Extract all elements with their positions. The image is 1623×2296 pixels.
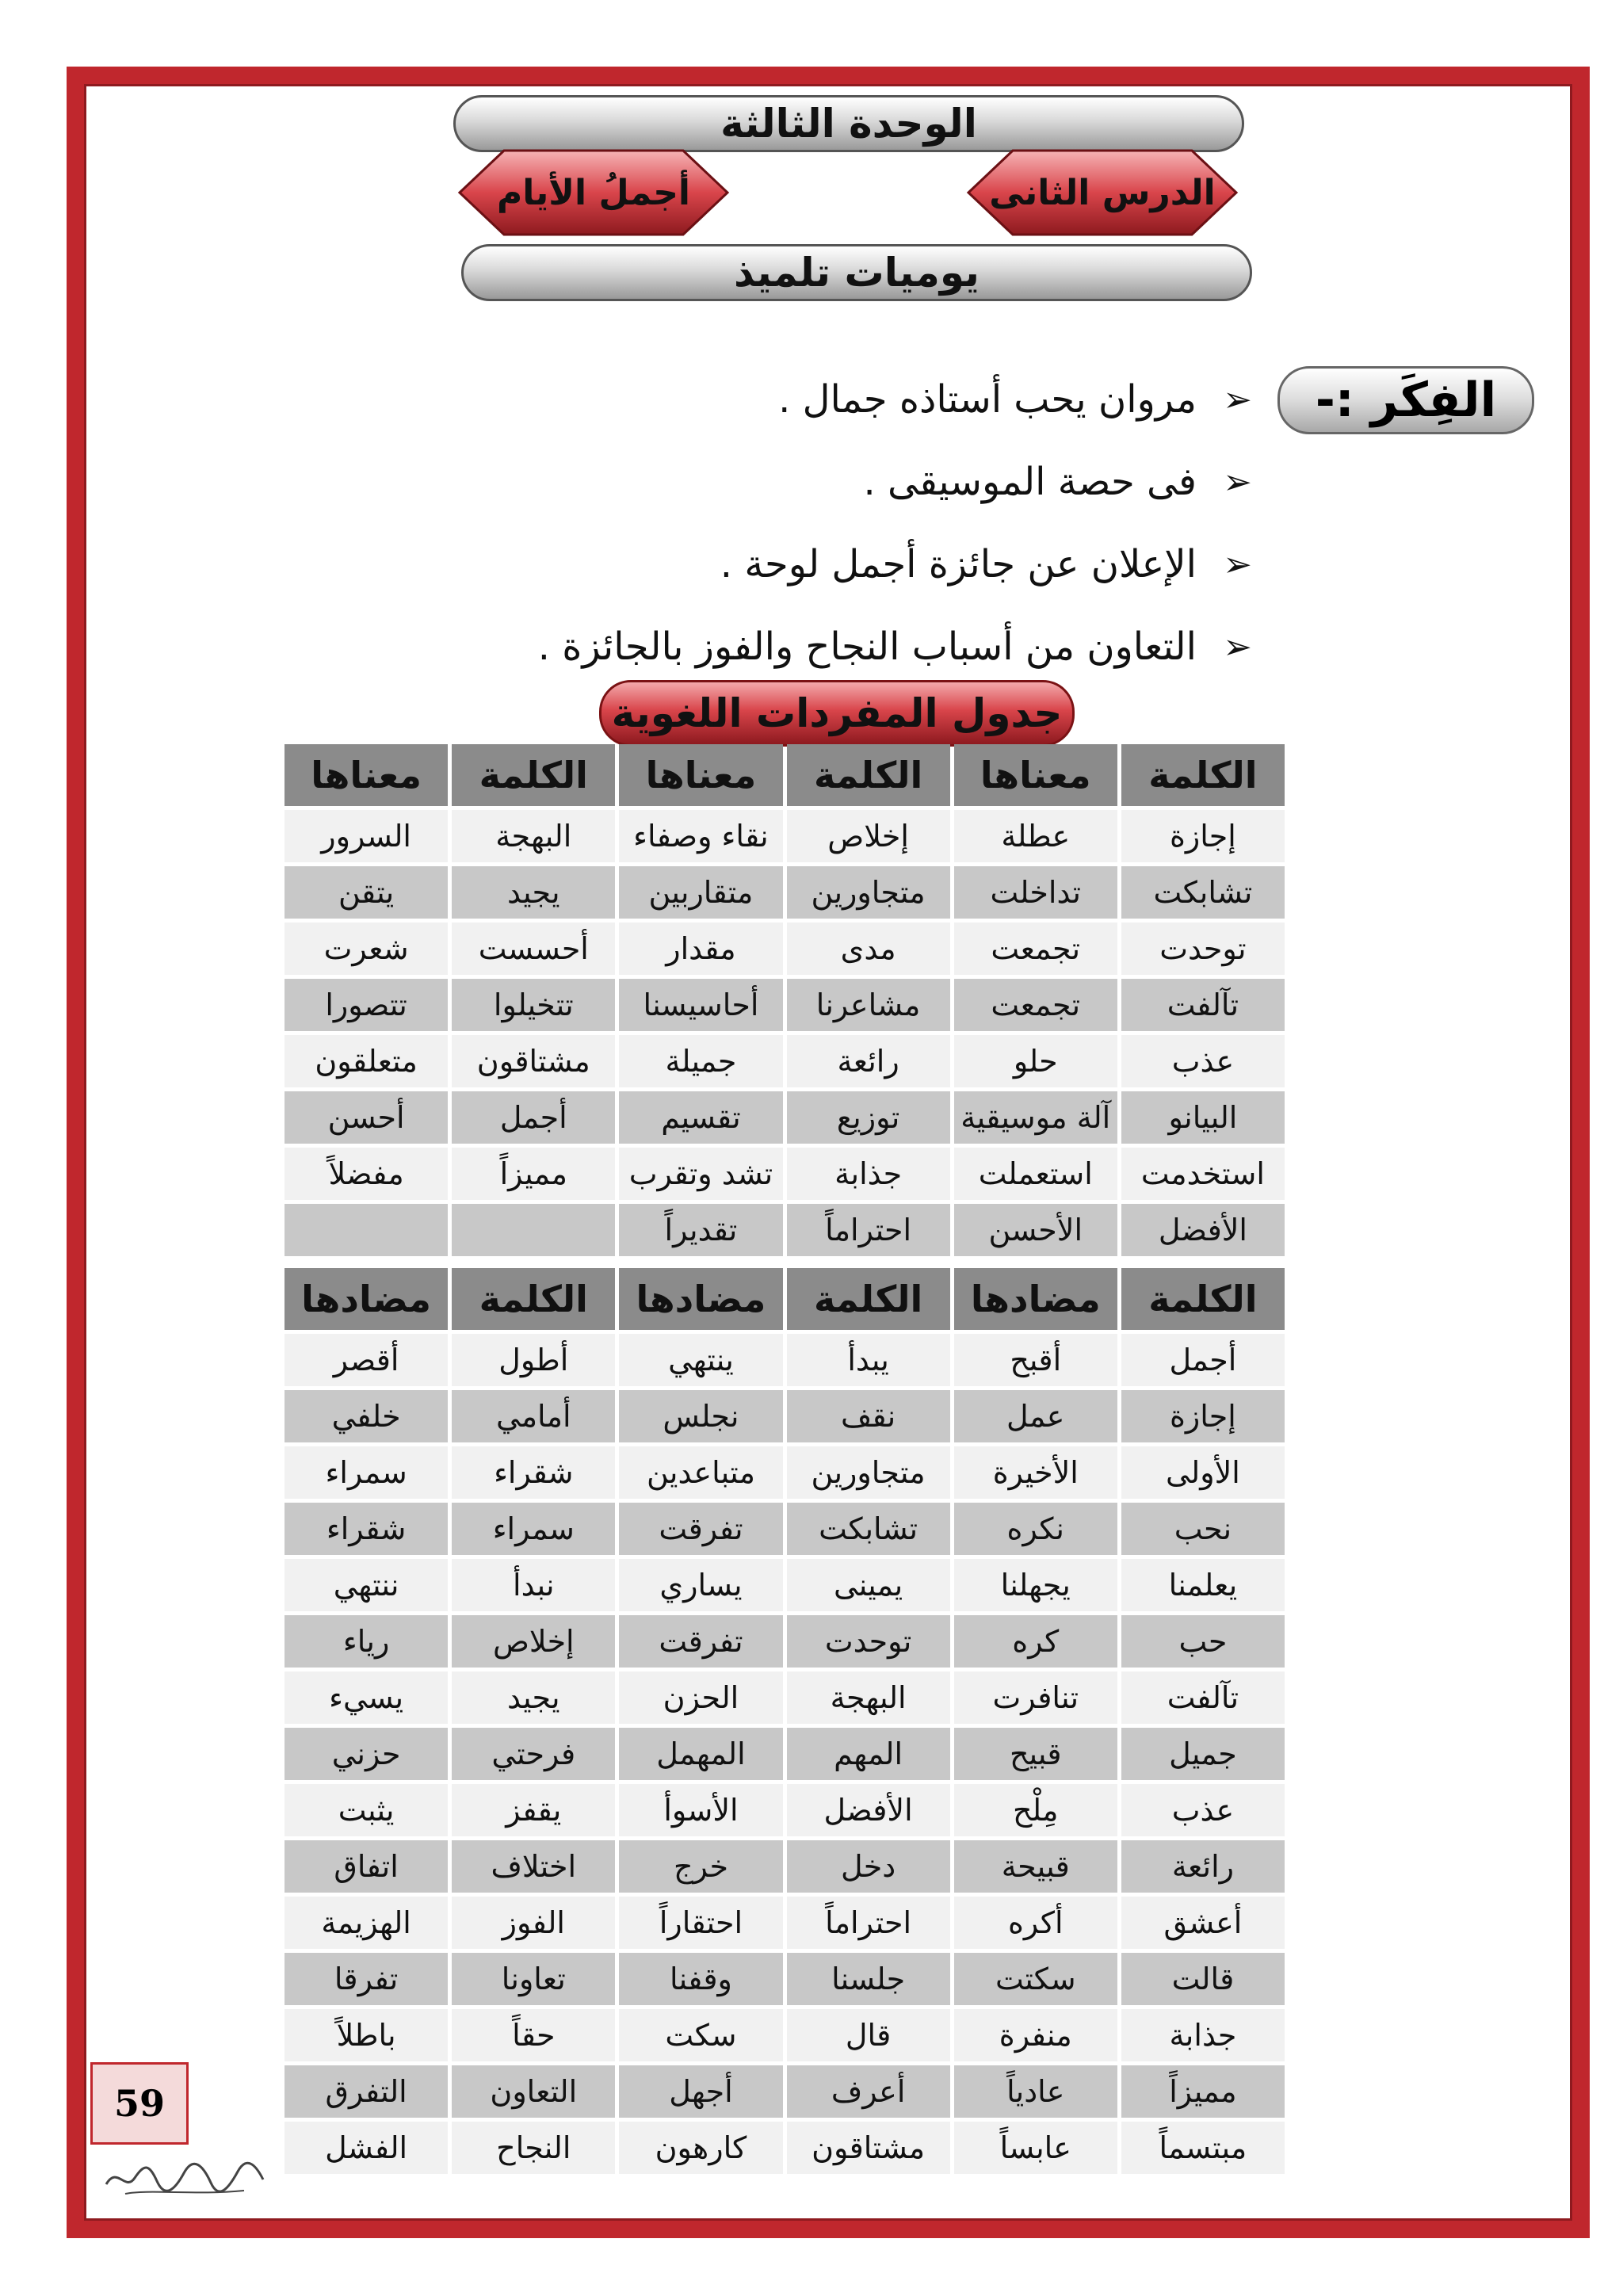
column-header: معناها: [954, 744, 1117, 806]
table-cell: البهجة: [787, 1671, 950, 1724]
table-cell: يقفز: [452, 1784, 615, 1836]
table-cell: عادياً: [954, 2065, 1117, 2118]
table-cell: شقراء: [452, 1446, 615, 1499]
table-cell: باطلاً: [285, 2009, 448, 2061]
table-cell: احتراماً: [787, 1204, 950, 1256]
table-cell: تقديراً: [619, 1204, 782, 1256]
table-cell: تفرقت: [619, 1615, 782, 1668]
header-row: [285, 1268, 1285, 1330]
table-cell: نحب: [1121, 1503, 1285, 1555]
arrow-bullet-icon: ➢: [1223, 379, 1252, 420]
table-cell: مفضلاً: [285, 1148, 448, 1200]
table-cell: مشتاقون: [452, 1035, 615, 1087]
table-cell: حزني: [285, 1728, 448, 1780]
table-cell: حقاً: [452, 2009, 615, 2061]
ideas-list: [380, 358, 1252, 688]
table-cell: تجمعت: [954, 923, 1117, 975]
table-cell: توحدت: [1121, 923, 1285, 975]
table-cell: كره: [954, 1615, 1117, 1668]
unit-title-banner: [453, 95, 1244, 152]
table-cell: البيانو: [1121, 1091, 1285, 1144]
table-cell: تفرقت: [619, 1503, 782, 1555]
opposites-row: [285, 2065, 1285, 2118]
table-cell: سمراء: [285, 1446, 448, 1499]
opposites-row: [285, 1446, 1285, 1499]
arrow-bullet-icon: ➢: [1223, 626, 1252, 667]
table-cell: مِلْح: [954, 1784, 1117, 1836]
table-cell: جذابة: [787, 1148, 950, 1200]
vocab-title: جدول المفردات اللغوية: [611, 690, 1063, 736]
table-cell: يجيد: [452, 1671, 615, 1724]
table-cell: رائعة: [787, 1035, 950, 1087]
unit-title: الوحدة الثالثة: [720, 101, 977, 147]
table-cell: يسيء: [285, 1671, 448, 1724]
theme-label: أجملُ الأيام: [496, 172, 691, 213]
table-cell: أحسن: [285, 1091, 448, 1144]
table-cell: حب: [1121, 1615, 1285, 1668]
table-cell: يعلمنا: [1121, 1559, 1285, 1611]
table-cell: آلة موسيقية: [954, 1091, 1117, 1144]
table-cell: التعاون: [452, 2065, 615, 2118]
column-header: الكلمة: [787, 744, 950, 806]
table-cell: البهجة: [452, 810, 615, 862]
table-cell: تنافرت: [954, 1671, 1117, 1724]
table-cell: الفشل: [285, 2122, 448, 2174]
table-cell: سمراء: [452, 1503, 615, 1555]
table-cell: الأسوأ: [619, 1784, 782, 1836]
table-cell: يتقن: [285, 866, 448, 919]
column-header: الكلمة: [1121, 1268, 1285, 1330]
page-number-box: [90, 2062, 189, 2145]
column-header: معناها: [619, 744, 782, 806]
opposites-row: [285, 1559, 1285, 1611]
meanings-row: [285, 1091, 1285, 1144]
table-cell: تتصورا: [285, 979, 448, 1031]
column-header: الكلمة: [787, 1268, 950, 1330]
vocab-title-banner: [599, 680, 1075, 747]
table-cell: متجاورين: [787, 866, 950, 919]
table-cell: أكره: [954, 1897, 1117, 1949]
table-cell: [452, 1204, 615, 1256]
table-cell: يثبت: [285, 1784, 448, 1836]
table-cell: شقراء: [285, 1503, 448, 1555]
table-cell: إخلاص: [787, 810, 950, 862]
table-cell: أطول: [452, 1334, 615, 1386]
idea-text: فى حصة الموسيقى .: [863, 460, 1197, 504]
table-cell: توزيع: [787, 1091, 950, 1144]
table-cell: تعاونا: [452, 1953, 615, 2005]
table-cell: جميلة: [619, 1035, 782, 1087]
opposites-row: [285, 1334, 1285, 1386]
meanings-row: [285, 866, 1285, 919]
table-cell: مشتاقون: [787, 2122, 950, 2174]
table-cell: الأفضل: [1121, 1204, 1285, 1256]
theme-diamond: [456, 147, 731, 238]
table-cell: دخل: [787, 1840, 950, 1893]
header-row: [285, 744, 1285, 806]
table-cell: الحزن: [619, 1671, 782, 1724]
table-cell: ينتهي: [619, 1334, 782, 1386]
table-cell: مميزاً: [452, 1148, 615, 1200]
idea-text: الإعلان عن جائزة أجمل لوحة .: [720, 542, 1197, 586]
table-cell: توحدت: [787, 1615, 950, 1668]
table-cell: أعشق: [1121, 1897, 1285, 1949]
table-cell: عطلة: [954, 810, 1117, 862]
handwritten-signature: [101, 2149, 268, 2200]
table-cell: سكت: [619, 2009, 782, 2061]
table-cell: تشابكت: [1121, 866, 1285, 919]
table-cell: تفرقا: [285, 1953, 448, 2005]
opposites-row: [285, 1615, 1285, 1668]
table-cell: أقبح: [954, 1334, 1117, 1386]
table-cell: فرحتي: [452, 1728, 615, 1780]
table-cell: تقسيم: [619, 1091, 782, 1144]
table-cell: تتخيلوا: [452, 979, 615, 1031]
meanings-table: [281, 740, 1289, 1260]
idea-item: [380, 523, 1252, 606]
table-cell: متجاورين: [787, 1446, 950, 1499]
table-cell: عذب: [1121, 1035, 1285, 1087]
table-cell: متعلقون: [285, 1035, 448, 1087]
table-cell: نقف: [787, 1390, 950, 1442]
table-cell: متقاربين: [619, 866, 782, 919]
column-header: مضادها: [954, 1268, 1117, 1330]
table-cell: يجهلنا: [954, 1559, 1117, 1611]
opposites-table: [281, 1264, 1289, 2178]
table-cell: تشد وتقرب: [619, 1148, 782, 1200]
column-header: الكلمة: [452, 744, 615, 806]
table-cell: أعرف: [787, 2065, 950, 2118]
column-header: الكلمة: [1121, 744, 1285, 806]
table-cell: يجيد: [452, 866, 615, 919]
arrow-bullet-icon: ➢: [1223, 544, 1252, 585]
table-cell: وقفنا: [619, 1953, 782, 2005]
table-cell: إخلاص: [452, 1615, 615, 1668]
table-cell: نقاء وصفاء: [619, 810, 782, 862]
table-cell: نجلس: [619, 1390, 782, 1442]
table-cell: نبدأ: [452, 1559, 615, 1611]
table-cell: قال: [787, 2009, 950, 2061]
table-cell: خرج: [619, 1840, 782, 1893]
lesson-label: الدرس الثانى: [989, 172, 1216, 213]
lesson-title: يوميات تلميذ: [734, 250, 980, 296]
table-cell: احتقاراً: [619, 1897, 782, 1949]
table-cell: أحسست: [452, 923, 615, 975]
table-cell: الفوز: [452, 1897, 615, 1949]
opposites-row: [285, 2009, 1285, 2061]
table-cell: تداخلت: [954, 866, 1117, 919]
opposites-row: [285, 1503, 1285, 1555]
table-cell: سكتت: [954, 1953, 1117, 2005]
table-cell: اتفاق: [285, 1840, 448, 1893]
arrow-bullet-icon: ➢: [1223, 461, 1252, 502]
table-cell: التفرق: [285, 2065, 448, 2118]
page-number: 59: [113, 2082, 165, 2125]
table-cell: اختلاف: [452, 1840, 615, 1893]
table-cell: يمينى: [787, 1559, 950, 1611]
table-cell: يساري: [619, 1559, 782, 1611]
lesson-title-banner: [461, 244, 1252, 301]
table-cell: المهم: [787, 1728, 950, 1780]
table-cell: قالت: [1121, 1953, 1285, 2005]
opposites-row: [285, 1390, 1285, 1442]
opposites-row: [285, 1897, 1285, 1949]
idea-text: التعاون من أسباب النجاح والفوز بالجائزة .: [537, 625, 1197, 669]
table-cell: استعملت: [954, 1148, 1117, 1200]
table-cell: أجهل: [619, 2065, 782, 2118]
idea-item: [380, 358, 1252, 441]
table-cell: النجاح: [452, 2122, 615, 2174]
table-cell: أحاسيسنا: [619, 979, 782, 1031]
table-cell: رياء: [285, 1615, 448, 1668]
opposites-row: [285, 2122, 1285, 2174]
table-cell: استخدمت: [1121, 1148, 1285, 1200]
table-cell: كارهون: [619, 2122, 782, 2174]
table-cell: خلفي: [285, 1390, 448, 1442]
column-header: مضادها: [619, 1268, 782, 1330]
meanings-row: [285, 810, 1285, 862]
table-cell: أجمل: [452, 1091, 615, 1144]
table-cell: مدى: [787, 923, 950, 975]
table-cell: تجمعت: [954, 979, 1117, 1031]
table-cell: متباعدين: [619, 1446, 782, 1499]
opposites-row: [285, 1728, 1285, 1780]
table-cell: تشابكت: [787, 1503, 950, 1555]
table-cell: الهزيمة: [285, 1897, 448, 1949]
table-cell: الأولى: [1121, 1446, 1285, 1499]
opposites-row: [285, 1840, 1285, 1893]
idea-text: مروان يحب أستاذه جمال .: [778, 377, 1197, 422]
meanings-row: [285, 1204, 1285, 1256]
table-cell: حلو: [954, 1035, 1117, 1087]
table-cell: أقصر: [285, 1334, 448, 1386]
table-cell: أجمل: [1121, 1334, 1285, 1386]
table-cell: يبدأ: [787, 1334, 950, 1386]
table-cell: جميل: [1121, 1728, 1285, 1780]
table-cell: إجازة: [1121, 1390, 1285, 1442]
table-cell: قبيح: [954, 1728, 1117, 1780]
idea-item: [380, 441, 1252, 523]
meanings-row: [285, 979, 1285, 1031]
table-cell: أمامي: [452, 1390, 615, 1442]
opposites-row: [285, 1784, 1285, 1836]
table-cell: قبيحة: [954, 1840, 1117, 1893]
column-header: معناها: [285, 744, 448, 806]
table-cell: تآلفت: [1121, 979, 1285, 1031]
table-cell: الأفضل: [787, 1784, 950, 1836]
opposites-row: [285, 1953, 1285, 2005]
table-cell: السرور: [285, 810, 448, 862]
table-cell: الأخيرة: [954, 1446, 1117, 1499]
meanings-row: [285, 923, 1285, 975]
idea-item: [380, 606, 1252, 688]
table-cell: المهمل: [619, 1728, 782, 1780]
table-cell: الأحسن: [954, 1204, 1117, 1256]
table-cell: مقدار: [619, 923, 782, 975]
ideas-label-badge: [1277, 366, 1534, 434]
table-cell: إجازة: [1121, 810, 1285, 862]
table-cell: مميزاً: [1121, 2065, 1285, 2118]
table-cell: تآلفت: [1121, 1671, 1285, 1724]
table-cell: رائعة: [1121, 1840, 1285, 1893]
table-cell: احتراماً: [787, 1897, 950, 1949]
table-cell: [285, 1204, 448, 1256]
table-cell: ننتهي: [285, 1559, 448, 1611]
opposites-row: [285, 1671, 1285, 1724]
lesson-diamond: [965, 147, 1239, 238]
column-header: الكلمة: [452, 1268, 615, 1330]
table-cell: نكره: [954, 1503, 1117, 1555]
table-cell: عمل: [954, 1390, 1117, 1442]
table-cell: عابساً: [954, 2122, 1117, 2174]
ideas-label: الفِكَر :-: [1315, 372, 1497, 428]
table-cell: مبتسماً: [1121, 2122, 1285, 2174]
table-cell: مشاعرنا: [787, 979, 950, 1031]
meanings-row: [285, 1148, 1285, 1200]
table-cell: شعرت: [285, 923, 448, 975]
table-cell: منفرة: [954, 2009, 1117, 2061]
table-cell: جذابة: [1121, 2009, 1285, 2061]
table-cell: جلسنا: [787, 1953, 950, 2005]
column-header: مضادها: [285, 1268, 448, 1330]
table-cell: عذب: [1121, 1784, 1285, 1836]
meanings-row: [285, 1035, 1285, 1087]
